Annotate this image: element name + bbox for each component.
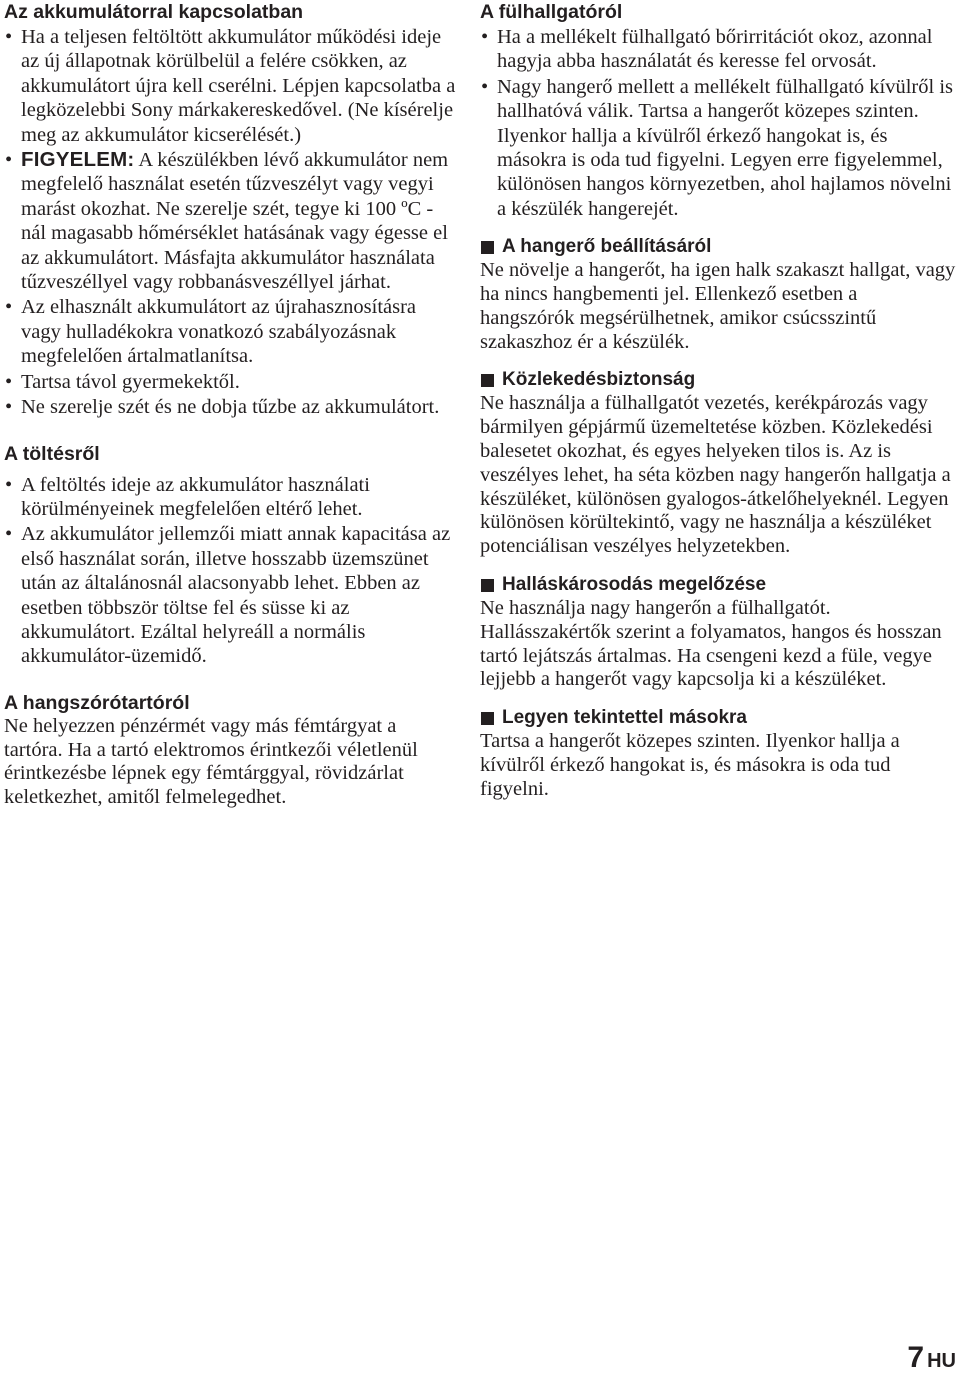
language-code: HU: [927, 1350, 956, 1372]
traffic-section: [480, 368, 956, 559]
square-bullet-icon: [481, 579, 494, 592]
volume-text: Ne növelje a hangerőt, ha igen halk szakaszt hallgat, vagy ha nincs hangbementi jel. Ellenkező esetben a hangszórók megsérülhetnek, amikor csúcsszintű szakaszhoz ér a készülék.: [480, 259, 956, 353]
consideration-heading: Legyen tekintettel másokra: [480, 706, 956, 730]
consideration-section: [480, 706, 956, 801]
speaker-holder-section: [4, 691, 456, 810]
warning-item: • FIGYELEM: A készülékben lévő akkumulátor nem megfelelő használat esetén tűzveszélyt vagy vegyi marást okozhat. Ne szerelje szét, tegye ki 100 ºC -nál magasabb hőmérséklet hatásának vagy égesse el az akkumulátort. Másfajta akkumulátor használata tűzveszéllyel vagy robbanásveszéllyel járhat.: [5, 148, 449, 294]
headphones-section: [480, 0, 956, 221]
list-item: • Ha a teljesen feltöltött akkumulátor működési ideje az új állapotnak körülbelül a felére csökken, az akkumulátort újra kell cserélni. Lépjen kapcsolatba a legközelebbi Sony márkakereskedővel. (Ne kísérelje meg az akkumulátor kicserélését.): [5, 26, 456, 146]
bullet-icon: •: [5, 149, 13, 172]
bullet-icon: •: [481, 26, 489, 48]
square-bullet-icon: [481, 374, 494, 387]
left-column: [4, 0, 456, 810]
bullet-icon: •: [5, 523, 13, 546]
bullet-icon: •: [5, 26, 13, 48]
speaker-holder-heading: A hangszórótartóról: [4, 691, 190, 714]
page-number-value: 7: [907, 1341, 925, 1374]
consideration-text: Tartsa a hangerőt közepes szinten. Ilyenkor hallja a kívülről érkező hangokat is, és másokra is oda tud figyelni.: [480, 730, 900, 800]
bullet-icon: •: [5, 396, 13, 419]
right-column: [480, 0, 956, 802]
hearing-text: Ne használja nagy hangerőn a fülhallgatót. Hallásszakértők szerint a folyamatos, hangos és hosszan tartó lejátszás ártalmas. Ha csengeni kezd a füle, vegye lejjebb a hangerőt vagy kapcsolja ki a készüléket.: [480, 597, 942, 691]
list-item: • A feltöltés ideje az akkumulátor használati körülményeinek megfelelően eltérő lehet.: [5, 473, 370, 520]
volume-section: [480, 235, 956, 354]
volume-heading: A hangerő beállításáról: [480, 235, 956, 259]
square-bullet-icon: [481, 712, 494, 725]
page-number: [907, 1340, 956, 1376]
list-item: • Ha a mellékelt fülhallgató bőrirritációt okoz, azonnal hagyja abba használatát és keresse fel orvosát.: [481, 26, 933, 73]
bullet-icon: •: [5, 473, 13, 496]
charging-section: [4, 442, 456, 669]
headphones-list: [480, 25, 956, 221]
bullet-icon: •: [481, 75, 489, 98]
bullet-icon: •: [5, 296, 13, 319]
bullet-icon: •: [5, 370, 13, 393]
list-item: • Tartsa távol gyermekektől.: [5, 370, 240, 393]
battery-section: [4, 0, 456, 420]
warning-label: FIGYELEM:: [21, 148, 135, 172]
traffic-text: Ne használja a fülhallgatót vezetés, kerékpározás vagy bármilyen gépjármű üzemeltetése közben. Közlekedési balesetet okozhat, és egyes helyeken tilos is. Az is veszélyes lehet, ha séta közben nagy hangerőn hallgatja a készüléket, különösen gyalogos-átkelőhelyeknél. Legyen különösen körültekintő, vagy ne használja a készüléket potenciálisan veszélyes helyzetekben.: [480, 392, 951, 558]
square-bullet-icon: [481, 241, 494, 254]
list-item: • Nagy hangerő mellett a mellékelt fülhallgató kívülről is hallhatóvá válik. Tartsa a hangerőt közepes szinten. Ilyenkor hallja a kívülről érkező hangokat is, és másokra is oda tud figyelni. Legyen erre figyelemmel, különösen hangos környezetben, ahol hajlamos növelni a készülék hangerejét.: [481, 75, 953, 220]
battery-list: [4, 25, 456, 420]
list-item: • Az akkumulátor jellemzői miatt annak kapacitása az első használat során, illetve hosszabb üzemszünet után az általánosnál alacsonyabb lehet. Ebben az esetben többször töltse fel és süsse ki az akkumulátort. Ezáltal helyreáll a normális akkumulátor-üzemidő.: [5, 523, 451, 668]
charging-heading: A töltésről: [4, 442, 100, 465]
list-item: • Ne szerelje szét és ne dobja tűzbe az akkumulátort.: [5, 396, 440, 419]
traffic-heading: Közlekedésbiztonság: [480, 368, 956, 392]
hearing-section: [480, 573, 956, 692]
battery-heading: Az akkumulátorral kapcsolatban: [4, 1, 304, 23]
speaker-holder-text: Ne helyezzen pénzérmét vagy más fémtárgyat a tartóra. Ha a tartó elektromos érintkezői véletlenül érintkezésbe lépnek egy fémtárggyal, rövidzárlat keletkezhet, amitől felmelegedhet.: [4, 714, 418, 809]
headphones-heading: A fülhallgatóról: [480, 1, 623, 23]
charging-list: [4, 473, 456, 669]
hearing-heading: Halláskárosodás megelőzése: [480, 573, 956, 597]
list-item: • Az elhasznált akkumulátort az újrahasznosításra vagy hulladékokra vonatkozó szabályozásnak megfelelően ártalmatlanítsa.: [5, 296, 417, 368]
